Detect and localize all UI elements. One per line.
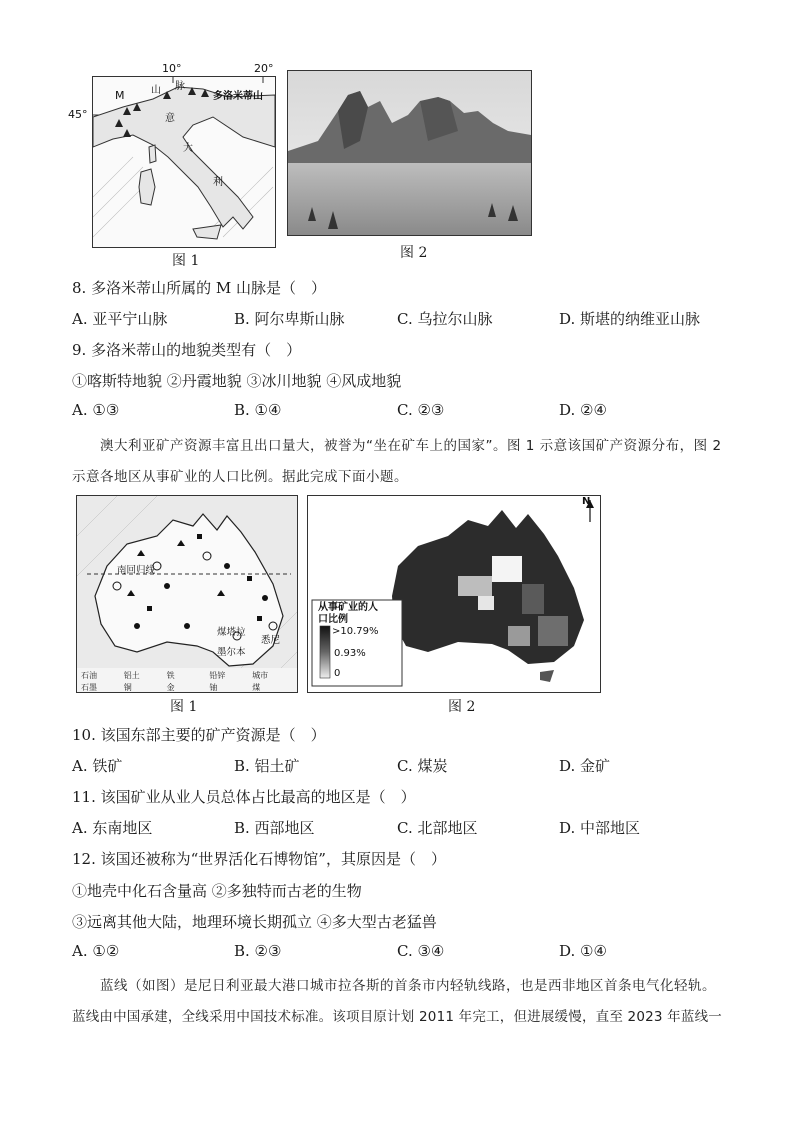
label-m: M	[115, 89, 125, 102]
city-right-label: 悉尼	[261, 635, 281, 646]
legend-item: 石墨	[81, 683, 97, 692]
australia-mining-population-map	[307, 495, 601, 693]
q12-option-d[interactable]: D. ①④	[559, 942, 607, 960]
q12-choice-line2: ③远离其他大陆，地理环境长期孤立 ④多大型古老猛兽	[72, 913, 437, 931]
dolomites-photo	[287, 70, 532, 236]
q10-option-d[interactable]: D. 金矿	[559, 757, 611, 775]
q12-option-b[interactable]: B. ②③	[234, 942, 282, 960]
legend-item: 煤	[252, 683, 261, 692]
north-arrow-label: N	[582, 496, 591, 507]
q8-option-d[interactable]: D. 斯堪的纳维亚山脉	[559, 310, 701, 328]
q9-option-a[interactable]: A. ①③	[72, 401, 120, 419]
label-yi: 意	[165, 113, 175, 124]
q9-choices: ①喀斯特地貌 ②丹霞地貌 ③冰川地貌 ④风成地貌	[72, 372, 402, 390]
legend-item: 铜	[123, 683, 132, 692]
q12-option-c[interactable]: C. ③④	[397, 942, 445, 960]
q12-choice-line1: ①地壳中化石含量高 ②多独特而古老的生物	[72, 882, 362, 900]
q9-option-d[interactable]: D. ②④	[559, 401, 607, 419]
q12-option-a[interactable]: A. ①②	[72, 942, 120, 960]
lagos-intro-line2: 蓝线由中国承建，全线采用中国技术标准。该项目原计划 2011 年完工，但进展缓慢，直至 2023 年蓝线一	[72, 1009, 722, 1025]
q8-option-a[interactable]: A. 亚平宁山脉	[72, 310, 168, 328]
caption-fig2-top: 图 2	[400, 245, 428, 261]
q11-option-d[interactable]: D. 中部地区	[559, 819, 641, 837]
q11-stem: 11. 该国矿业从业人员总体占比最高的地区是（ ）	[72, 788, 416, 806]
legend-mid: 0.93%	[334, 648, 366, 659]
legend-item: 铝土	[123, 671, 140, 680]
q10-option-b[interactable]: B. 铝土矿	[234, 757, 300, 775]
lagos-intro-line1: 蓝线（如图）是尼日利亚最大港口城市拉各斯的首条市内轻轨线路，也是西非地区首条电气化轻轨。	[100, 978, 716, 994]
q10-option-a[interactable]: A. 铁矿	[72, 757, 123, 775]
q10-option-c[interactable]: C. 煤炭	[397, 757, 448, 775]
label-li: 利	[213, 177, 223, 188]
lat-45: 45°	[68, 108, 88, 121]
australia-intro-line2: 示意各地区从事矿业的人口比例。据此完成下面小题。	[72, 469, 408, 485]
q9-option-b[interactable]: B. ①④	[234, 401, 282, 419]
q11-option-a[interactable]: A. 东南地区	[72, 819, 153, 837]
legend-low: 0	[334, 668, 341, 679]
legend-high: >10.79%	[332, 626, 379, 637]
q8-stem: 8. 多洛米蒂山所属的 M 山脉是（ ）	[72, 279, 326, 297]
legend-item: 铁	[166, 671, 175, 680]
q8-option-b[interactable]: B. 阿尔卑斯山脉	[234, 310, 345, 328]
caption-fig1-top: 图 1	[172, 253, 200, 269]
legend-item: 城市	[252, 671, 269, 680]
tropic-label: 南回归线	[117, 565, 156, 576]
legend-item: 铅锌	[209, 671, 226, 680]
australia-mining-population-drawing	[308, 496, 600, 692]
q12-stem: 12. 该国还被称为“世界活化石博物馆”，其原因是（ ）	[72, 850, 446, 868]
dolomites-photo-drawing	[288, 71, 531, 235]
label-mai: 脉	[175, 81, 185, 92]
legend-item: 金	[166, 683, 175, 692]
q9-option-c[interactable]: C. ②③	[397, 401, 445, 419]
mineral-legend	[81, 670, 295, 693]
coal-field-label: 煤塔拉	[217, 627, 246, 638]
lon-10: 10°	[162, 62, 182, 75]
italy-map	[92, 76, 276, 248]
q11-option-b[interactable]: B. 西部地区	[234, 819, 315, 837]
caption-aus-fig2: 图 2	[448, 699, 476, 715]
caption-aus-fig1: 图 1	[170, 699, 198, 715]
q8-option-c[interactable]: C. 乌拉尔山脉	[397, 310, 493, 328]
italy-map-drawing	[93, 77, 275, 247]
q11-option-c[interactable]: C. 北部地区	[397, 819, 478, 837]
legend-title: 从事矿业的人口比例	[318, 602, 378, 625]
q9-stem: 9. 多洛米蒂山的地貌类型有（ ）	[72, 341, 302, 359]
legend-item: 铀	[209, 683, 218, 692]
label-shan: 山	[151, 85, 161, 96]
legend-item: 石油	[81, 671, 97, 680]
q10-stem: 10. 该国东部主要的矿产资源是（ ）	[72, 726, 326, 744]
australia-mineral-map-drawing	[77, 496, 297, 692]
label-da: 大	[183, 143, 193, 154]
australia-mineral-map	[76, 495, 298, 693]
city-bottom-label: 墨尔本	[217, 647, 246, 658]
label-dolomites: 多洛米蒂山	[213, 91, 263, 102]
lon-20: 20°	[254, 62, 274, 75]
australia-intro-line1: 澳大利亚矿产资源丰富且出口量大，被誉为“坐在矿车上的国家”。图 1 示意该国矿产资源分布，图 2	[100, 438, 722, 454]
